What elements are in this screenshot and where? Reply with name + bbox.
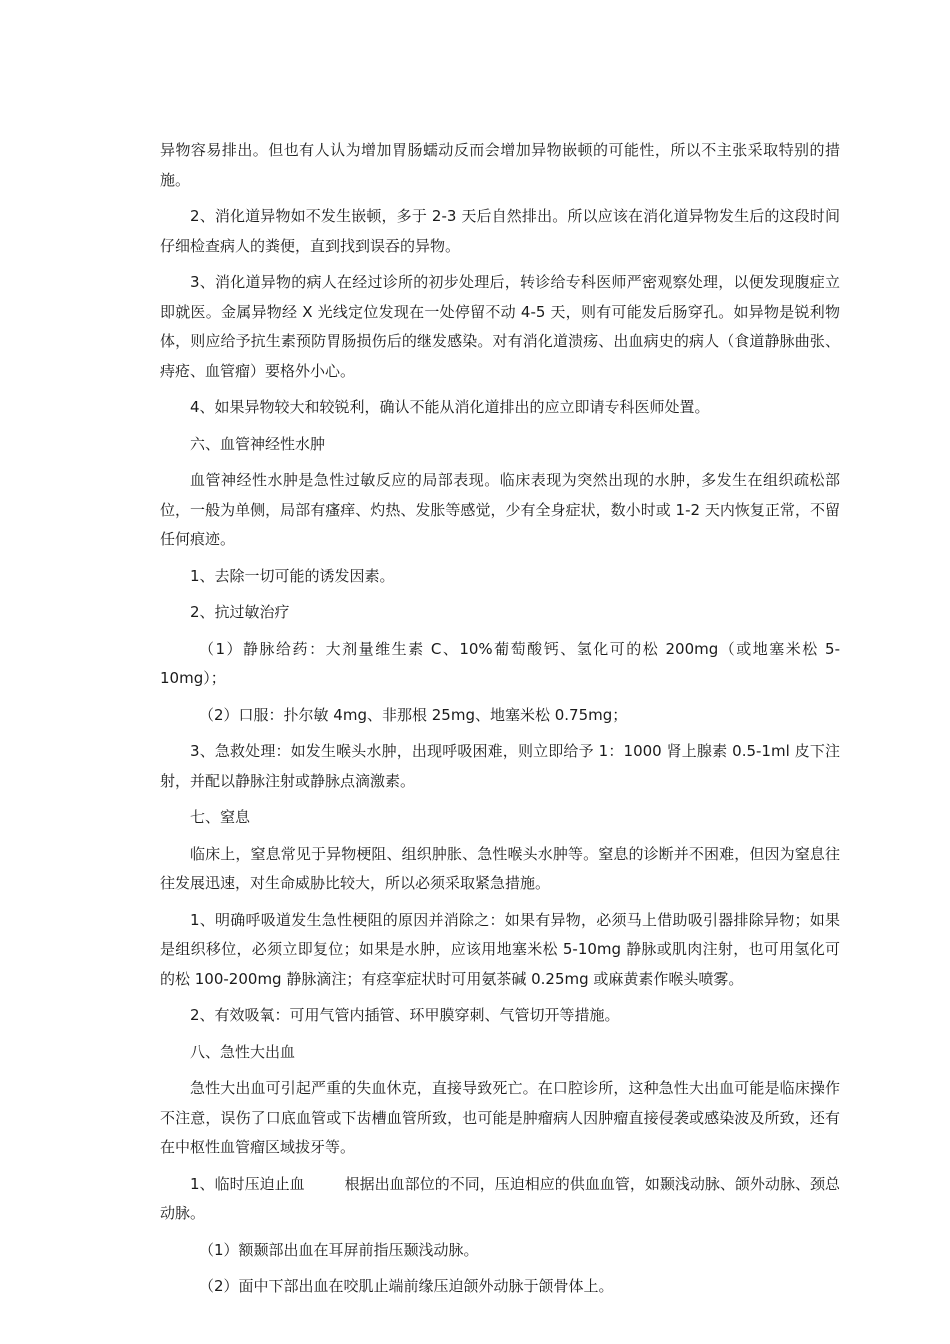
paragraph-asphyxia-2: 2、有效吸氧：可用气管内插管、环甲膜穿刺、气管切开等措施。 bbox=[190, 1006, 620, 1024]
paragraph-foreign-body-2: 2、消化道异物如不发生嵌顿，多于 2-3 天后自然排出。所以应该在消化道异物发生后的这段时间仔细检查病人的粪便，直到找到误吞的异物。 bbox=[160, 207, 840, 255]
paragraph-hemorrhage-intro: 急性大出血可引起严重的失血休克，直接导致死亡。在口腔诊所，这种急性大出血可能是临床操作不注意，误伤了口底血管或下齿槽血管所致，也可能是肿瘤病人因肿瘤直接侵袭或感染波及所致，还有在中枢性血管瘤区域拔牙等。 bbox=[160, 1079, 840, 1156]
paragraph-foreign-body-3: 3、消化道异物的病人在经过诊所的初步处理后，转诊给专科医师严密观察处理，以便发现腹症立即就医。金属异物经 X 光线定位发现在一处停留不动 4-5 天，则有可能发后肠穿孔。如异物是锐利物体，则应给予抗生素预防胃肠损伤后的继发感染。对有消化道溃疡、出血病史的病人（食道静脉曲张、痔疮、血管瘤）要格外小心。 bbox=[160, 273, 840, 380]
paragraph-angioedema-2: 2、抗过敏治疗 bbox=[190, 603, 290, 621]
paragraph-asphyxia-1: 1、明确呼吸道发生急性梗阻的原因并消除之：如果有异物，必须马上借助吸引器排除异物；如果是组织移位，必须立即复位；如果是水肿，应该用地塞米松 5-10mg 静脉或肌肉注射，也可用氢化可的松 100-200mg 静脉滴注；有痉挛症状时可用氨茶碱 0.25mg 或麻黄素作喉头喷雾。 bbox=[160, 910, 840, 988]
paragraph-hemorrhage-1-1: （1）额颞部出血在耳屏前指压颞浅动脉。 bbox=[199, 1240, 479, 1259]
section-heading-asphyxia: 七、窒息 bbox=[190, 808, 251, 826]
paragraph-asphyxia-intro: 临床上，窒息常见于异物梗阻、组织肿胀、急性喉头水肿等。窒息的诊断并不困难，但因为窒息往往发展迅速，对生命威胁比较大，所以必须采取紧急措施。 bbox=[160, 844, 840, 892]
paragraph-hemorrhage-1 bbox=[160, 1170, 840, 1229]
section-heading-hemorrhage: 八、急性大出血 bbox=[190, 1042, 296, 1061]
document-page bbox=[160, 136, 840, 1309]
paragraph-angioedema-2-2: （2）口服：扑尔敏 4mg、非那根 25mg、地塞米松 0.75mg； bbox=[199, 705, 628, 724]
paragraph-foreign-body-4: 4、如果异物较大和较锐利，确认不能从消化道排出的应立即请专科医师处置。 bbox=[190, 398, 710, 416]
paragraph-hemorrhage-1-2: （2）面中下部出血在咬肌止端前缘压迫颌外动脉于颌骨体上。 bbox=[199, 1277, 614, 1295]
paragraph-angioedema-intro: 血管神经性水肿是急性过敏反应的局部表现。临床表现为突然出现的水肿，多发生在组织疏松部位，一般为单侧，局部有瘙痒、灼热、发胀等感觉，少有全身症状，数小时或 1-2 天内恢复正常，不留任何痕迹。 bbox=[160, 471, 840, 548]
hemorrhage-1-body: 根据出血部位的不同，压迫相应的供血血管，如颞浅动脉、颌外动脉、颈总动脉。 bbox=[160, 1174, 840, 1222]
paragraph-angioedema-2-1: （1）静脉给药：大剂量维生素 C、10%葡萄酸钙、氢化可的松 200mg（或地塞米松 5-10mg）； bbox=[160, 639, 840, 687]
hemorrhage-1-title: 1、临时压迫止血 bbox=[190, 1174, 305, 1193]
section-heading-angioedema: 六、血管神经性水肿 bbox=[190, 434, 326, 453]
paragraph-angioedema-1: 1、去除一切可能的诱发因素。 bbox=[190, 566, 395, 585]
paragraph-continuation: 异物容易排出。但也有人认为增加胃肠蠕动反而会增加异物嵌顿的可能性，所以不主张采取特别的措施。 bbox=[160, 141, 840, 189]
paragraph-angioedema-3: 3、急救处理：如发生喉头水肿，出现呼吸困难，则立即给予 1：1000 肾上腺素 0.5-1ml 皮下注射，并配以静脉注射或静脉点滴激素。 bbox=[160, 742, 840, 790]
